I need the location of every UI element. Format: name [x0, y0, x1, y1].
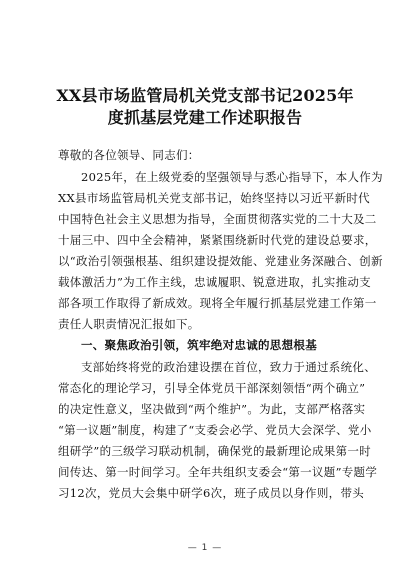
paragraph-2-line: 间传达、第一时间学习。全年共组织支委会“第一议题”专题学 — [58, 465, 378, 479]
paragraph-1-line: XX县市场监管局机关党支部书记，始终坚持以习近平新时代 — [58, 191, 370, 205]
page-number: — 1 — — [187, 543, 223, 553]
paragraph-2-line: 支部始终将党的政治建设摆在首位，致力于通过系统化、 — [81, 360, 376, 374]
section-1-heading: 一、聚焦政治引领，筑牢绝对忠诚的思想根基 — [81, 338, 317, 352]
paragraph-1-line: 载体激活力”为工作主线，忠诚履职、锐意进取，扎实推动支 — [58, 275, 371, 289]
paragraph-1-line: 中国特色社会主义思想为指导，全面贯彻落实党的二十大及二 — [58, 212, 377, 226]
paragraph-1-line: 十届三中、四中全会精神，紧紧围绕新时代党的建设总要求， — [58, 233, 377, 247]
paragraph-2-line: 的决定性意义，坚决做到“两个维护”。为此，支部严格落实 — [58, 402, 366, 416]
paragraph-2-line: “第一议题”制度，构建了“支委会必学、党员大会深学、党小 — [58, 423, 372, 437]
paragraph-1-line: 责任人职责情况汇报如下。 — [58, 317, 200, 331]
paragraph-1-line: 2025年，在上级党委的坚强领导与悉心指导下，本人作为 — [81, 170, 383, 184]
paragraph-2-line: 组研学”的三级学习联动机制，确保党的最新理论成果第一时 — [58, 444, 371, 458]
document-title-line-1: XX县市场监管局机关党支部书记2025年 — [56, 86, 354, 105]
paragraph-1-line: 部各项工作取得了新成效。现将全年履行抓基层党建工作第一 — [58, 296, 377, 310]
paragraph-2-line: 常态化的理论学习，引导全体党员干部深刻领悟“两个确立” — [58, 381, 366, 395]
document-title-line-2: 度抓基层党建工作述职报告 — [107, 108, 303, 127]
paragraph-2-line: 习12次，党员大会集中研学6次，班子成员以身作则，带头 — [58, 486, 365, 500]
salutation: 尊敬的各位领导、同志们： — [58, 148, 200, 162]
paragraph-1-line: 以“政治引领强根基、组织建设提效能、党建业务深融合、创新 — [58, 254, 383, 268]
